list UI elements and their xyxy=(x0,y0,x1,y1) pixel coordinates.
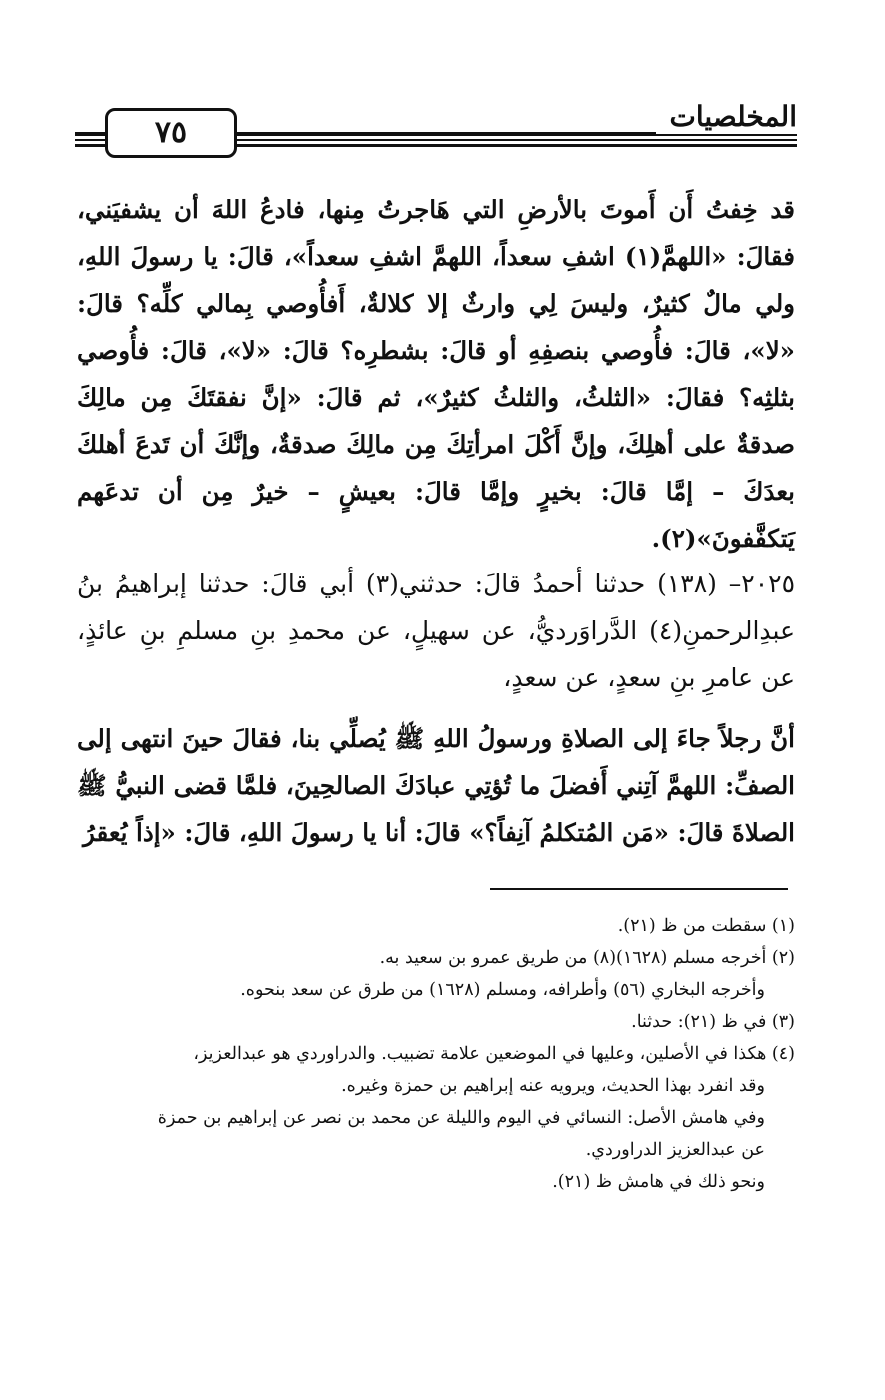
footnote-line: وقد انفرد بهذا الحديث، ويرويه عنه إبراهيم بن حمزة وغيره. xyxy=(341,1076,765,1096)
footnote-line: ونحو ذلك في هامش ظ (٢١). xyxy=(552,1172,765,1192)
footnote-line: وأخرجه البخاري (٥٦) وأطرافه، ومسلم (١٦٢٨) من طرق عن سعد بنحوه. xyxy=(240,980,765,1000)
hadith-chain-paragraph: ٢٠٢٥– (١٣٨) حدثنا أحمدُ قالَ: حدثني(٣) أبي قالَ: حدثنا إبراهيمُ بنُ عبدِالرحمنِ(٤) الدَّراوَرديُّ، عن سهيلٍ، عن محمدِ بنِ مسلمِ بنِ عائذٍ، عن عامرِ بنِ سعدٍ، عن سعدٍ، xyxy=(77,569,795,692)
footnote-line: (١) سقطت من ظ (٢١). xyxy=(617,916,795,936)
footnotes xyxy=(77,910,795,1198)
running-title: المخلصيات xyxy=(656,100,797,134)
body-paragraph: أنَّ رجلاً جاءَ إلى الصلاةِ ورسولُ اللهِ ﷺ يُصلِّي بنا، فقالَ حينَ انتهى إلى الصفِّ: اللهمَّ آتِني أَفضلَ ما تُؤتِي عبادَكَ الصالحِينَ، فلمَّا قضى النبيُّ ﷺ الصلاةَ قالَ: «مَن المُتكلمُ آنِفاً؟» قالَ: أنا يا رسولَ اللهِ، قالَ: «إذاً يُعقرُ xyxy=(77,724,795,847)
footnote-line: (٤) هكذا في الأصلين، وعليها في الموضعين علامة تضبيب. والدراوردي هو عبدالعزيز، xyxy=(193,1044,795,1064)
footnote-line: وفي هامش الأصل: النسائي في اليوم والليلة عن محمد بن نصر عن إبراهيم بن حمزة xyxy=(157,1108,765,1128)
footnote-line: عن عبدالعزيز الدراوردي. xyxy=(585,1140,765,1160)
page-header xyxy=(75,100,797,158)
footnote-line: (٣) في ظ (٢١): حدثنا. xyxy=(631,1012,795,1032)
footnote-divider xyxy=(490,888,788,890)
footnote-line: (٢) أخرجه مسلم (١٦٢٨)(٨) من طريق عمرو بن سعيد به. xyxy=(379,948,795,968)
page-number: ٧٥ xyxy=(105,108,237,158)
body-paragraph: قد خِفتُ أَن أَموتَ بالأرضِ التي هَاجرتُ مِنها، فادعُ اللهَ أن يشفيَني، فقالَ: «اللهمَّ(١) اشفِ سعداً، اللهمَّ اشفِ سعداً»، قالَ: يا رسولَ اللهِ، ولي مالٌ كثيرٌ، وليسَ لِي وارثٌ إلا كلالةٌ، أَفأُوصي بِمالي كلِّه؟ قالَ: «لا»، قالَ: فأُوصي بنصفِهِ أو قالَ: بشطرِه؟ قالَ: «لا»، قالَ: فأُوصي بثلثِه؟ فقالَ: «الثلثُ، والثلثُ كثيرٌ»، ثم قالَ: «إنَّ نفقتَكَ مِن مالِكَ صدقةٌ على أهلِكَ، وإنَّ أَكْلَ امرأتِكَ مِن مالِكَ صدقةٌ، وإنَّكَ أن تَدعَ أهلكَ بعدَكَ – إمَّا قالَ: بخيرٍ وإمَّا قالَ: بعيشٍ – خيرٌ مِن أن تدعَهم يَتكفَّفونَ»(٢). xyxy=(77,195,795,553)
